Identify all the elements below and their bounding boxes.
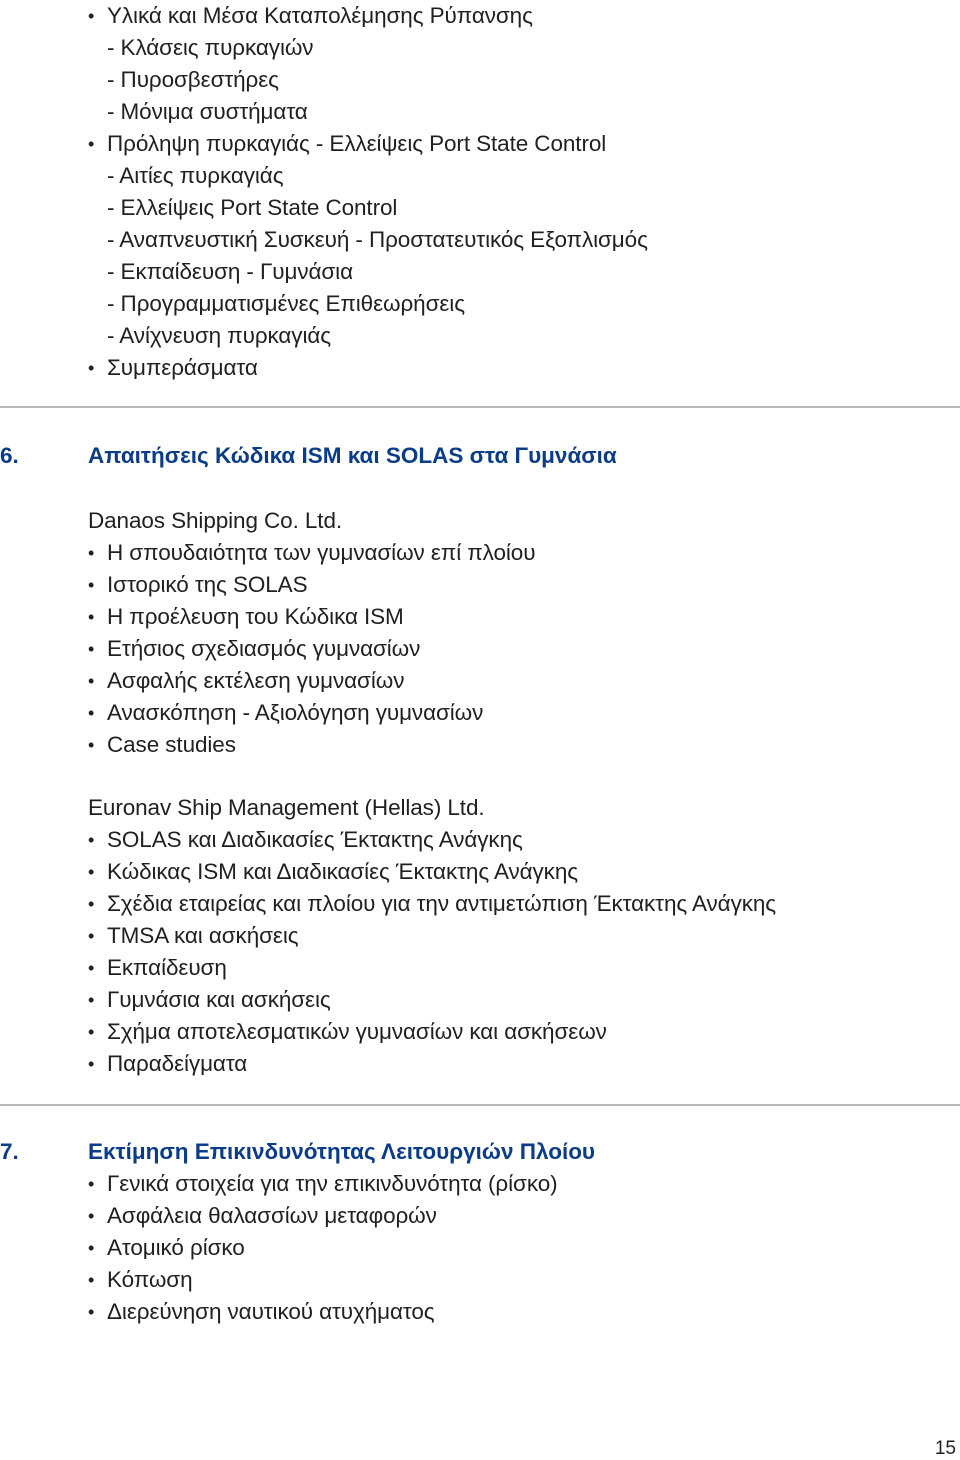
list-subitem: - Αναπνευστική Συσκευή - Προστατευτικός Εξοπλισμός: [107, 227, 648, 252]
list-item: • Διερεύνηση ναυτικού ατυχήματος: [88, 1299, 435, 1324]
bullet: •: [88, 735, 95, 755]
list-subitem: - Κλάσεις πυρκαγιών: [107, 35, 314, 60]
list-item: • Γυμνάσια και ασκήσεις: [88, 987, 331, 1012]
list-item: • Ετήσιος σχεδιασμός γυμνασίων: [88, 636, 421, 661]
section-7-number: 7.: [0, 1139, 19, 1164]
bullet: •: [88, 990, 95, 1010]
section-divider: [0, 406, 960, 408]
list-subitem: - Μόνιμα συστήματα: [107, 99, 308, 124]
bullet: •: [88, 1174, 95, 1194]
company-name: Danaos Shipping Co. Ltd.: [88, 508, 343, 533]
list-item: • Ασφαλής εκτέλεση γυμνασίων: [88, 668, 405, 693]
bullet: •: [88, 607, 95, 627]
bullet: •: [88, 358, 95, 378]
list-subitem: - Προγραμματισμένες Επιθεωρήσεις: [107, 291, 465, 316]
list-subitem: - Ελλείψεις Port State Control: [107, 195, 398, 220]
list-item: • Σχέδια εταιρείας και πλοίου για την αντιμετώπιση Έκτακτης Ανάγκης: [88, 891, 777, 916]
list-subitem: - Ανίχνευση πυρκαγιάς: [107, 323, 332, 348]
bullet: •: [88, 639, 95, 659]
section-7-title: Εκτίμηση Επικινδυνότητας Λειτουργιών Πλοίου: [88, 1139, 596, 1164]
list-subitem: - Πυροσβεστήρες: [107, 67, 279, 92]
bullet: •: [88, 134, 95, 154]
company-name: Euronav Ship Management (Hellas) Ltd.: [88, 795, 485, 820]
bullet: •: [88, 1270, 95, 1290]
list-item: • Η σπουδαιότητα των γυμνασίων επί πλοίου: [88, 540, 536, 565]
bullet: •: [88, 958, 95, 978]
bullet: •: [88, 894, 95, 914]
list-item: • Ιστορικό της SOLAS: [88, 572, 308, 597]
list-item: • Ανασκόπηση - Αξιολόγηση γυμνασίων: [88, 700, 484, 725]
list-item: • Συμπεράσματα: [88, 355, 258, 380]
list-item: • Υλικά και Μέσα Καταπολέμησης Ρύπανσης: [88, 3, 533, 28]
bullet: •: [88, 6, 95, 26]
list-subitem: - Εκπαίδευση - Γυμνάσια: [107, 259, 353, 284]
list-item: • Ατομικό ρίσκο: [88, 1235, 245, 1260]
bullet: •: [88, 830, 95, 850]
list-item: • Κόπωση: [88, 1267, 193, 1292]
bullet: •: [88, 703, 95, 723]
list-item: • SOLAS και Διαδικασίες Έκτακτης Ανάγκης: [88, 827, 523, 852]
bullet: •: [88, 1054, 95, 1074]
bullet: •: [88, 1302, 95, 1322]
bullet: •: [88, 543, 95, 563]
section-6-number: 6.: [0, 443, 19, 468]
list-item: • Πρόληψη πυρκαγιάς - Ελλείψεις Port State Control: [88, 131, 607, 156]
bullet: •: [88, 1206, 95, 1226]
list-item: • Σχήμα αποτελεσματικών γυμνασίων και ασκήσεων: [88, 1019, 607, 1044]
bullet: •: [88, 862, 95, 882]
bullet: •: [88, 926, 95, 946]
list-item: • Ασφάλεια θαλασσίων μεταφορών: [88, 1203, 437, 1228]
list-item: • TMSA και ασκήσεις: [88, 923, 299, 948]
list-subitem: - Αιτίες πυρκαγιάς: [107, 163, 284, 188]
section-6-title: Απαιτήσεις Κώδικα ISM και SOLAS στα Γυμνάσια: [88, 443, 617, 468]
list-item: • Case studies: [88, 732, 236, 757]
bullet: •: [88, 1022, 95, 1042]
section-divider: [0, 1104, 960, 1106]
bullet: •: [88, 575, 95, 595]
page-number: 15: [934, 1438, 956, 1459]
list-item: • Η προέλευση του Κώδικα ISM: [88, 604, 404, 629]
list-item: • Κώδικας ISM και Διαδικασίες Έκτακτης Ανάγκης: [88, 859, 578, 884]
bullet: •: [88, 671, 95, 691]
list-item: • Γενικά στοιχεία για την επικινδυνότητα (ρίσκο): [88, 1171, 558, 1196]
bullet: •: [88, 1238, 95, 1258]
list-item: • Εκπαίδευση: [88, 955, 227, 980]
list-item: • Παραδείγματα: [88, 1051, 248, 1076]
